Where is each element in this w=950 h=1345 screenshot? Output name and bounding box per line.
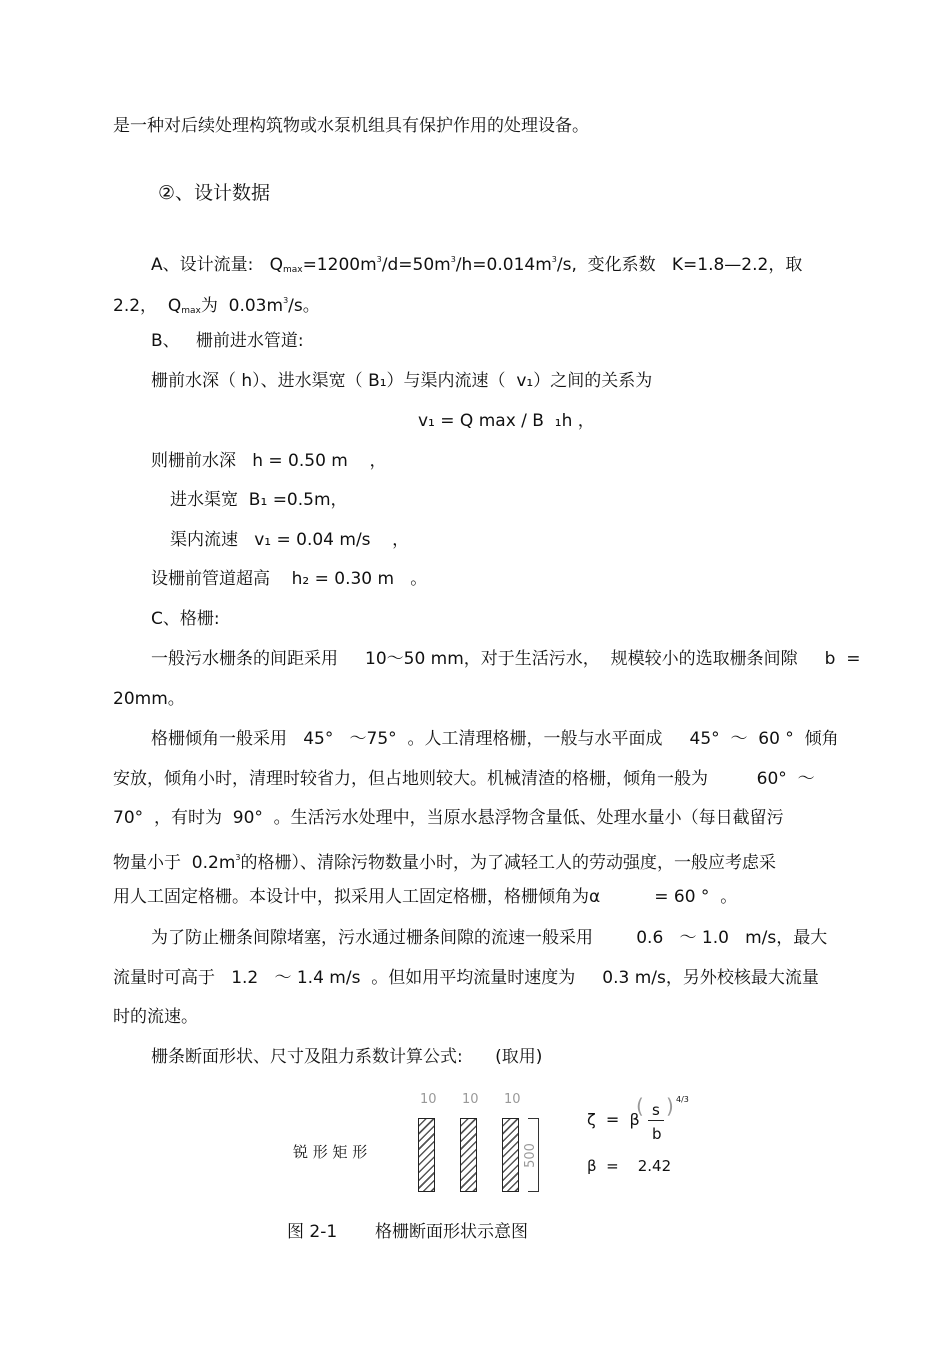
bar-section-figure — [280, 1090, 700, 1200]
paragraph-line: 流量时可高于 1.2 ～ 1.4 m/s 。但如用平均流量时速度为 0.3 m/s，另外校核最大流量 — [113, 968, 819, 988]
dim-label-top: 10 — [420, 1092, 437, 1107]
dim-label-top: 10 — [462, 1092, 479, 1107]
paragraph-line: 为了防止栅条间隙堵塞，污水通过栅条间隙的流速一般采用 0.6 ～ 1.0 m/s，最大 — [151, 928, 828, 948]
design-flow-line-2: 2.2， $Q_{max}$为 $0.03m^3/s$。 — [113, 296, 320, 316]
figure-caption: 图 2-1 格栅断面形状示意图 — [287, 1222, 528, 1242]
paragraph-line: 物量小于 $0.2m^3$的格栅）、清除污物数量小时，为了减轻工人的劳动强度，一般应考虑采 — [113, 853, 776, 873]
beta-value: β = 2.42 — [587, 1157, 672, 1175]
paragraph-line: 设栅前管道超高 h₂ = 0.30 m 。 — [151, 569, 428, 589]
exponent: 4/3 — [676, 1095, 689, 1104]
grating-bar — [460, 1118, 477, 1192]
paragraph-line: 栅前水深（ h）、进水渠宽（ B₁）与渠内流速（ v₁）之间的关系为 — [151, 371, 653, 391]
paragraph-line: 70° ，有时为 90° 。生活污水处理中，当原水悬浮物含量低、处理水量小（每日截留污 — [113, 808, 784, 828]
paragraph-line: 安放，倾角小时，清理时较省力，但占地则较大。机械清渣的格栅，倾角一般为 60° ～ — [113, 769, 815, 789]
fraction-line — [648, 1120, 664, 1121]
subsection-c-title: C、格栅: — [151, 609, 220, 629]
dim-label-top: 10 — [504, 1092, 521, 1107]
grating-bar — [502, 1118, 519, 1192]
open-paren: ( — [636, 1094, 644, 1118]
design-flow-line: A、设计流量: $Q_{max}=1200m^3/d=50m^3/h=0.014m^3/s$, 变化系数 K=1.8—2.2，取 — [151, 255, 803, 275]
paragraph-line: 一般污水栅条的间距采用 10～50 mm，对于生活污水， 规模较小的选取栅条间隙 b = — [151, 649, 861, 669]
paragraph-line: 20mm。 — [113, 689, 185, 709]
paragraph-line: 用人工固定格栅。本设计中，拟采用人工固定格栅，格栅倾角为α = 60 ° 。 — [113, 887, 738, 907]
paragraph-line: 栅条断面形状、尺寸及阻力系数计算公式: (取用) — [151, 1047, 543, 1067]
zeta-formula-lhs: ζ = β — [587, 1110, 640, 1129]
fraction-denominator: b — [652, 1125, 662, 1143]
formula-velocity: v₁ = Q max / B ₁h ， — [418, 411, 595, 431]
paragraph-line: 则栅前水深 h = 0.50 m ， — [151, 451, 387, 471]
close-paren: ) — [666, 1094, 674, 1118]
shape-label: 锐 形 矩 形 — [293, 1143, 368, 1161]
section-heading: ②、设计数据 — [158, 182, 271, 204]
paragraph-line: 渠内流速 v₁ = 0.04 m/s ， — [170, 530, 410, 550]
paragraph-line: 时的流速。 — [113, 1007, 198, 1027]
subsection-b-title: B、 栅前进水管道: — [151, 331, 304, 351]
dim-label-side: 500 — [522, 1143, 538, 1168]
fraction-numerator: s — [652, 1101, 660, 1119]
paragraph-line: 进水渠宽 B₁ =0.5m， — [170, 490, 348, 510]
paragraph-line: 是一种对后续处理构筑物或水泵机组具有保护作用的处理设备。 — [113, 116, 589, 136]
paragraph-line: 格栅倾角一般采用 45° ～75° 。人工清理格栅，一般与水平面成 45° ～ 60 ° 倾角 — [151, 729, 839, 749]
grating-bar — [418, 1118, 435, 1192]
